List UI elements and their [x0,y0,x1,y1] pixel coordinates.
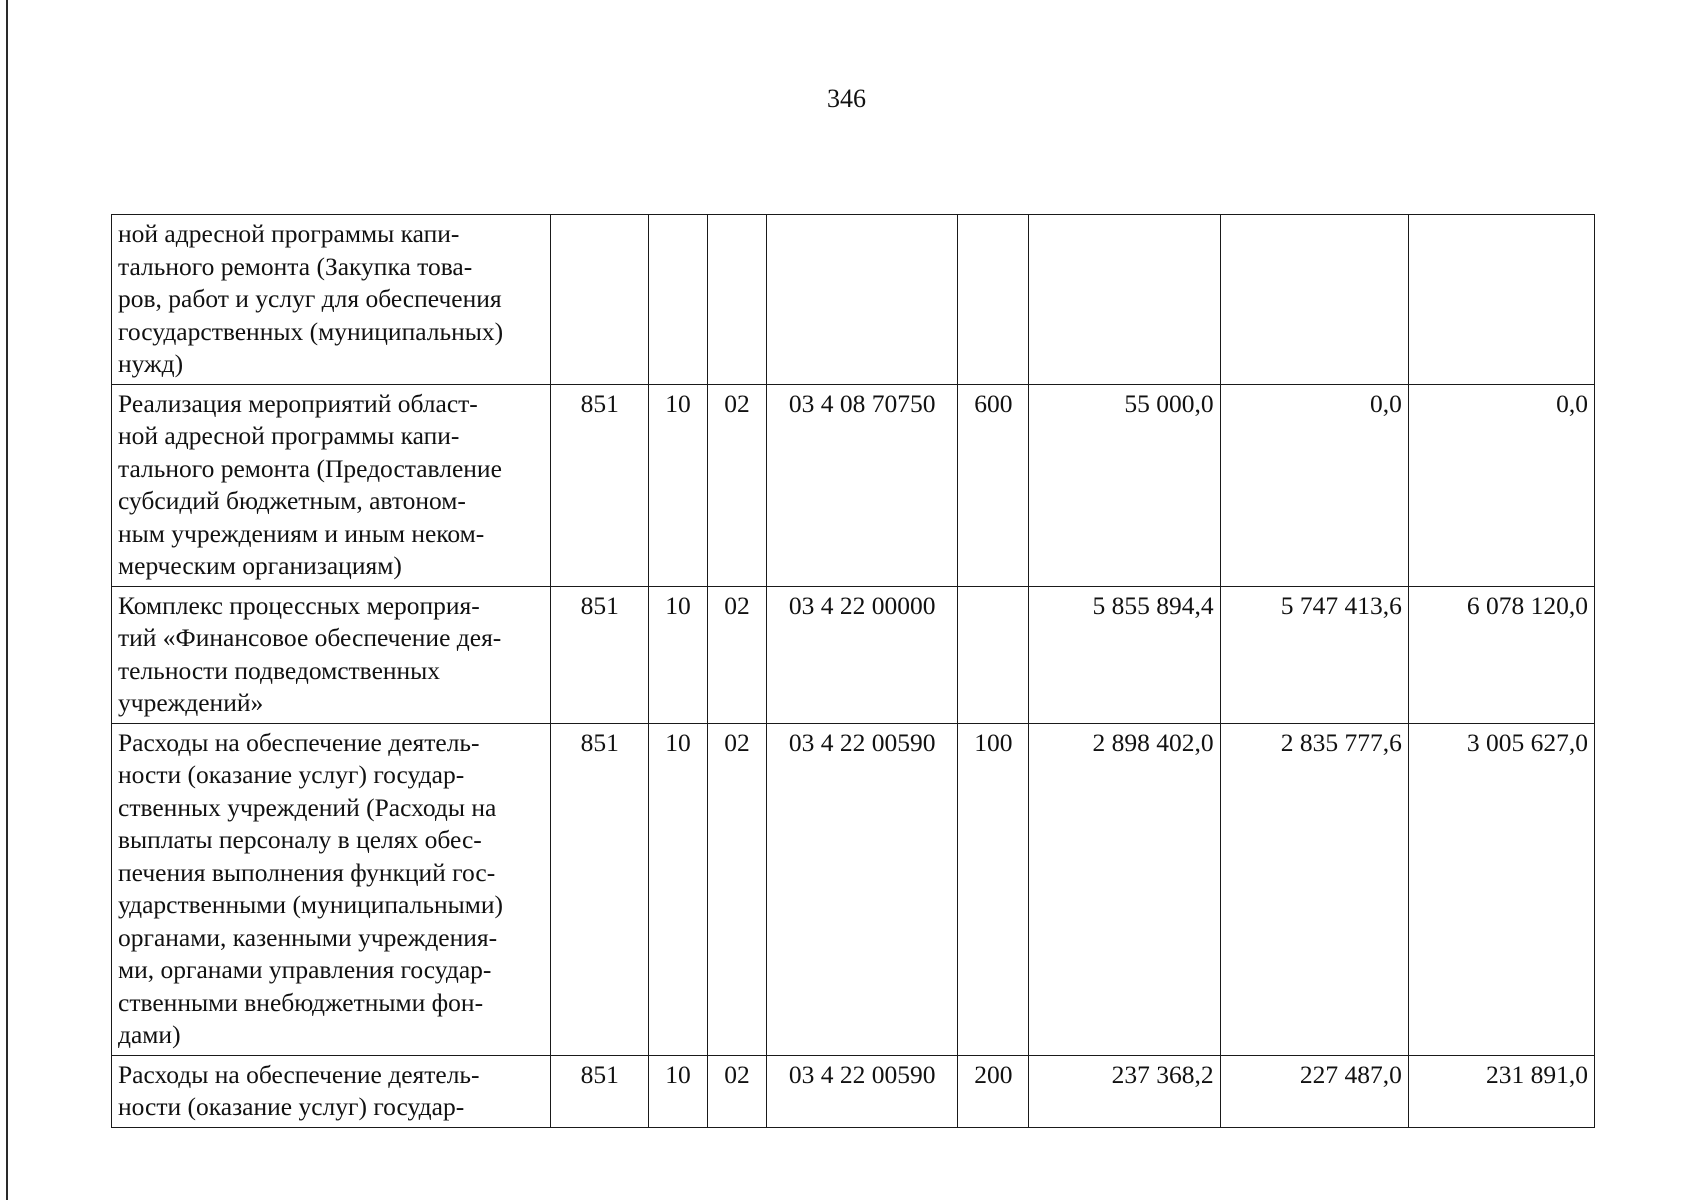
csr-cell: 03 4 22 00590 [767,1055,958,1127]
rz-cell [649,215,708,385]
csr-cell: 03 4 08 70750 [767,384,958,586]
vr-cell [958,586,1029,723]
sum-year2-cell: 2 835 777,6 [1220,723,1408,1055]
sum-year1-cell: 5 855 894,4 [1029,586,1220,723]
pr-cell: 02 [708,723,767,1055]
pr-cell: 02 [708,384,767,586]
rz-cell: 10 [649,723,708,1055]
table-row [112,723,1595,1055]
sum-year3-cell [1408,215,1594,385]
row-name-cell: ной адресной программы капи- тального ремонта (Закупка това- ров, работ и услуг для обеспечения государственных (муниципальных) нужд) [112,215,551,385]
scan-edge-line [6,0,8,1200]
pr-cell: 02 [708,1055,767,1127]
sum-year2-cell: 5 747 413,6 [1220,586,1408,723]
budget-table [111,214,1595,1128]
pr-cell: 02 [708,586,767,723]
sum-year3-cell: 6 078 120,0 [1408,586,1594,723]
pr-cell [708,215,767,385]
table-row [112,586,1595,723]
ved-cell: 851 [551,1055,649,1127]
row-name-cell: Расходы на обеспечение деятель- ности (оказание услуг) государ- ственных учреждений (Расходы на выплаты персоналу в целях обес- печения выполнения функций гос- ударственными (муниципальными) органами, казенными учреждения- ми, органами управления государ- ственными внебюджетными фон- дами) [112,723,551,1055]
ved-cell: 851 [551,723,649,1055]
csr-cell: 03 4 22 00590 [767,723,958,1055]
vr-cell: 100 [958,723,1029,1055]
vr-cell [958,215,1029,385]
sum-year1-cell: 2 898 402,0 [1029,723,1220,1055]
csr-cell [767,215,958,385]
ved-cell [551,215,649,385]
sum-year3-cell: 0,0 [1408,384,1594,586]
vr-cell: 200 [958,1055,1029,1127]
row-name-cell: Расходы на обеспечение деятель- ности (оказание услуг) государ- [112,1055,551,1127]
sum-year2-cell: 0,0 [1220,384,1408,586]
sum-year2-cell [1220,215,1408,385]
sum-year3-cell: 231 891,0 [1408,1055,1594,1127]
sum-year2-cell: 227 487,0 [1220,1055,1408,1127]
sum-year1-cell: 237 368,2 [1029,1055,1220,1127]
table-row [112,384,1595,586]
rz-cell: 10 [649,1055,708,1127]
csr-cell: 03 4 22 00000 [767,586,958,723]
table-row [112,215,1595,385]
row-name-cell: Реализация мероприятий област- ной адресной программы капи- тального ремонта (Предоставление субсидий бюджетным, автоном- ным учреждениям и иным неком- мерческим организациям) [112,384,551,586]
sum-year1-cell: 55 000,0 [1029,384,1220,586]
sum-year3-cell: 3 005 627,0 [1408,723,1594,1055]
row-name-cell: Комплекс процессных мероприя- тий «Финансовое обеспечение дея- тельности подведомственных учреждений» [112,586,551,723]
table-row [112,1055,1595,1127]
rz-cell: 10 [649,586,708,723]
sum-year1-cell [1029,215,1220,385]
rz-cell: 10 [649,384,708,586]
ved-cell: 851 [551,586,649,723]
vr-cell: 600 [958,384,1029,586]
ved-cell: 851 [551,384,649,586]
page-number: 346 [827,84,866,113]
